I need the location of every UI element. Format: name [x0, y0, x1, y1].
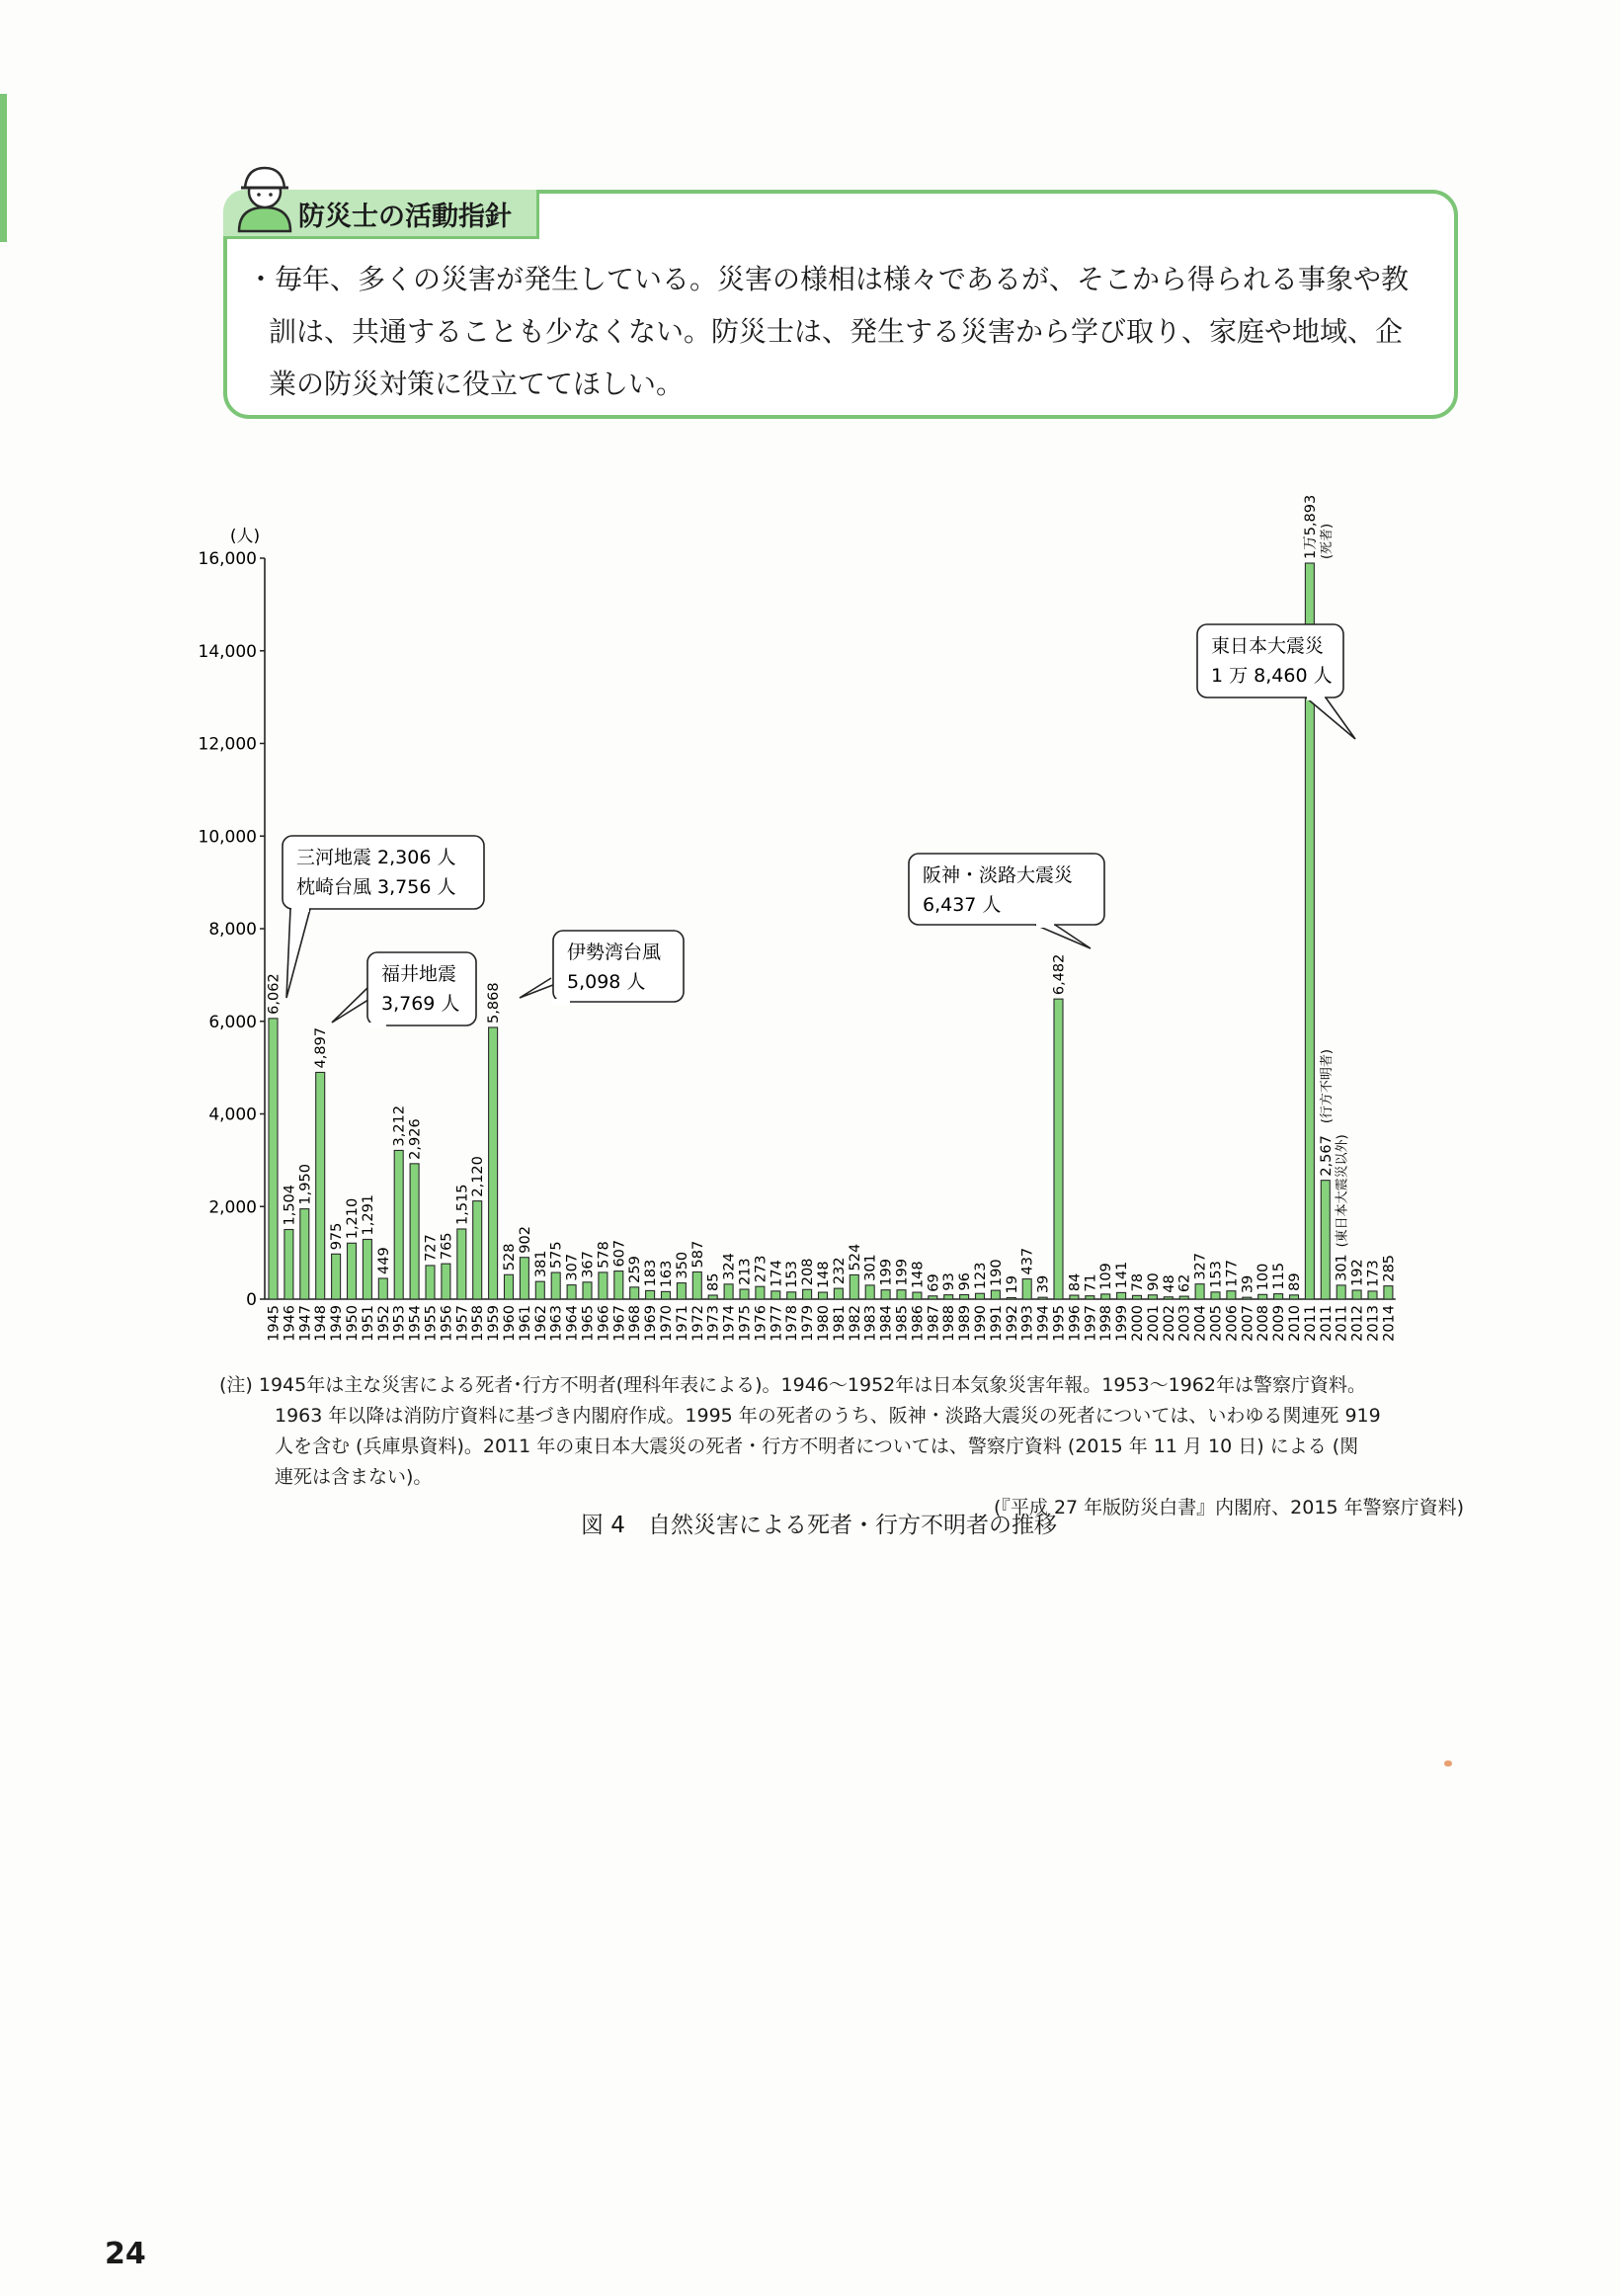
x-tick-label: 1986 [910, 1305, 927, 1342]
bar-value-label: 6,062 [266, 973, 283, 1015]
bar-value-label: 232 [831, 1257, 848, 1285]
x-tick-label: 2014 [1381, 1305, 1398, 1342]
x-tick-label: 1960 [502, 1305, 518, 1342]
x-tick-label: 1969 [643, 1305, 660, 1342]
x-tick-label: 1976 [753, 1305, 770, 1342]
bar-value-label: 975 [329, 1222, 346, 1251]
bar-value-label: 148 [816, 1261, 832, 1289]
x-tick-label: 1990 [973, 1305, 989, 1342]
bar-value-label: 213 [737, 1258, 754, 1286]
callout-text: 枕崎台風 3,756 人 [296, 876, 456, 898]
bar-value-label: 96 [957, 1272, 974, 1291]
callout [1197, 624, 1355, 739]
note-line-1: (注) 1945年は主な災害による死者･行方不明者(理科年表による)。1946～1952年は日本気象災害年報。1953～1962年は警察庁資料。 [219, 1374, 1366, 1396]
bar-value-label: 183 [643, 1259, 660, 1287]
callout-joint [368, 1023, 386, 1028]
bar [834, 1288, 843, 1299]
x-tick-label: 2012 [1349, 1305, 1366, 1342]
bar [991, 1290, 1000, 1299]
x-tick-label: 1958 [470, 1305, 487, 1342]
x-tick-label: 1952 [375, 1305, 392, 1342]
bar-value-label: 173 [1365, 1260, 1382, 1287]
bar [960, 1295, 969, 1300]
bar-value-label: 578 [596, 1241, 612, 1269]
x-tick-label: 1968 [627, 1305, 644, 1342]
bar-value-label: 1万5,893 [1302, 494, 1319, 560]
bar [316, 1072, 325, 1299]
bar-value-label: 350 [674, 1251, 690, 1279]
bar [1352, 1290, 1361, 1299]
y-tick-label: 8,000 [208, 920, 257, 940]
bar [1117, 1292, 1126, 1299]
callout-joint [1307, 695, 1325, 700]
bar [378, 1278, 387, 1299]
x-tick-label: 2007 [1240, 1305, 1256, 1342]
bar [740, 1289, 749, 1299]
bar-value-label: 5,868 [486, 982, 503, 1024]
callout-text: 東日本大震災 [1211, 635, 1325, 657]
x-tick-label: 2008 [1256, 1305, 1272, 1342]
x-tick-label: 1977 [769, 1305, 785, 1342]
bar [1148, 1295, 1157, 1299]
callout-joint [291, 906, 309, 912]
bar [1211, 1292, 1220, 1299]
bar [614, 1271, 623, 1299]
x-tick-label: 1966 [596, 1305, 612, 1342]
bar [1038, 1297, 1047, 1299]
x-tick-label: 2006 [1224, 1305, 1241, 1342]
callout-text: 6,437 人 [923, 894, 1002, 916]
bar [976, 1293, 985, 1299]
x-tick-label: 1954 [407, 1305, 424, 1342]
bar-value-label: 174 [769, 1260, 785, 1287]
bar-value-label: 100 [1256, 1263, 1272, 1291]
x-tick-label: 2011 [1318, 1305, 1335, 1342]
bar-value-label: 6,482 [1051, 953, 1068, 996]
bar-value-label: 765 [439, 1232, 455, 1261]
x-tick-label: 1964 [564, 1305, 581, 1342]
bar-value-label: 3,212 [391, 1105, 408, 1147]
x-tick-label: 2004 [1192, 1305, 1209, 1342]
bar [332, 1254, 341, 1299]
callout-text: 3,769 人 [381, 993, 460, 1015]
bar [426, 1266, 435, 1299]
note-source: (『平成 27 年版防災白書』内閣府、2015 年警察庁資料) [994, 1497, 1464, 1518]
bar [567, 1285, 576, 1299]
x-tick-label: 2005 [1208, 1305, 1225, 1342]
bar-value-label: 301 [862, 1254, 879, 1281]
guide-title: 防災士の活動指針 [298, 202, 512, 232]
x-tick-label: 1951 [360, 1305, 376, 1342]
bar [505, 1274, 514, 1299]
x-tick-label: 2001 [1145, 1305, 1162, 1342]
guide-line-2: 訓は、共通することも少なくない。防災士は、発生する災害から学び取り、家庭や地域、企 [269, 315, 1404, 348]
bar [677, 1283, 686, 1299]
bar [348, 1243, 357, 1299]
bar [269, 1019, 278, 1299]
callout-joint [1036, 922, 1054, 928]
x-tick-label: 1962 [532, 1305, 549, 1342]
x-tick-label: 1971 [674, 1305, 690, 1342]
x-tick-label: 1973 [705, 1305, 722, 1342]
bar [913, 1292, 922, 1299]
bar [630, 1287, 639, 1299]
callout-text: 三河地震 2,306 人 [296, 847, 456, 868]
bar [865, 1285, 874, 1299]
bar [662, 1291, 671, 1299]
bar [724, 1284, 733, 1299]
bar-value-label: 727 [423, 1234, 440, 1262]
bar-value-label: 301 [1334, 1254, 1350, 1281]
bar-value-label: 153 [1208, 1261, 1225, 1288]
bar-value-label: 1,291 [360, 1193, 376, 1236]
x-tick-label: 2003 [1176, 1305, 1193, 1342]
bar-value-label: 902 [517, 1226, 533, 1254]
y-tick-label: 4,000 [208, 1105, 257, 1125]
bar [692, 1271, 701, 1299]
x-tick-label: 1957 [454, 1305, 471, 1342]
x-tick-label: 1948 [313, 1305, 330, 1342]
bar-value-label: 381 [532, 1250, 549, 1278]
bar-note-label: (東日本大震災以外) [1335, 1134, 1350, 1248]
x-tick-label: 2000 [1130, 1305, 1146, 1342]
y-tick-label: 0 [246, 1290, 257, 1310]
x-tick-label: 2011 [1334, 1305, 1350, 1342]
y-tick-label: 6,000 [208, 1012, 257, 1032]
bar-value-label: 177 [1224, 1260, 1241, 1287]
bar-value-label: 208 [800, 1258, 817, 1286]
bar [756, 1286, 765, 1299]
bar [1227, 1291, 1236, 1299]
y-tick-label: 12,000 [198, 734, 257, 755]
bar [708, 1295, 717, 1299]
bar [457, 1229, 466, 1299]
page-number: 24 [105, 2237, 146, 2271]
x-tick-label: 2002 [1161, 1305, 1177, 1342]
bar-value-label: 163 [659, 1260, 675, 1288]
bar-value-label: 123 [973, 1262, 989, 1290]
bar-value-label: 148 [910, 1261, 927, 1289]
x-tick-label: 1993 [1019, 1305, 1036, 1342]
bar [442, 1264, 450, 1299]
figure-caption: 図 4 自然災害による死者・行方不明者の推移 [581, 1513, 1057, 1538]
callout-text: 1 万 8,460 人 [1211, 665, 1333, 687]
bar-value-label: 141 [1114, 1261, 1131, 1289]
bar-value-label: 39 [1035, 1274, 1052, 1294]
x-tick-label: 1959 [486, 1305, 503, 1342]
callout [909, 854, 1104, 948]
note-line-3: 人を含む (兵庫県資料)。2011 年の東日本大震災の死者・行方不明者については、警察庁資料 (2015 年 11 月 10 日) による (関 [275, 1435, 1359, 1457]
bar-value-label: 62 [1176, 1273, 1193, 1293]
x-tick-label: 1996 [1067, 1305, 1084, 1342]
bar-value-label: 273 [753, 1255, 770, 1283]
bar [646, 1290, 655, 1299]
bar-note-label: (行方不明者) [1319, 1049, 1335, 1124]
y-tick-label: 14,000 [198, 641, 257, 662]
x-tick-label: 1997 [1083, 1305, 1099, 1342]
x-tick-label: 2009 [1271, 1305, 1288, 1342]
bar-value-label: 4,897 [313, 1026, 330, 1069]
bar [583, 1282, 592, 1299]
bar-note-label: (死者) [1319, 523, 1335, 560]
x-tick-label: 1970 [659, 1305, 675, 1342]
x-tick-label: 1956 [439, 1305, 455, 1342]
x-tick-label: 1982 [847, 1305, 863, 1342]
bar-value-label: 84 [1067, 1272, 1084, 1292]
bar [300, 1209, 309, 1299]
bar-value-label: 259 [627, 1256, 644, 1283]
callout [332, 952, 476, 1028]
bar [1133, 1295, 1142, 1299]
x-tick-label: 1978 [784, 1305, 801, 1342]
bar [803, 1289, 812, 1299]
bar [929, 1296, 937, 1299]
bar-value-label: 192 [1349, 1259, 1366, 1286]
bar [787, 1292, 796, 1299]
x-tick-label: 1967 [611, 1305, 628, 1342]
bar [850, 1274, 858, 1299]
bar-value-label: 307 [564, 1253, 581, 1281]
bar-value-label: 115 [1271, 1262, 1288, 1290]
callout-pointer [1035, 925, 1091, 948]
guide-line-3: 業の防災対策に役立ててほしい。 [269, 368, 685, 400]
x-tick-label: 1979 [800, 1305, 817, 1342]
bar [881, 1290, 890, 1299]
x-tick-label: 1992 [1004, 1305, 1020, 1342]
callout-text: 伊勢湾台風 [567, 942, 662, 963]
x-tick-label: 1974 [721, 1305, 738, 1342]
chart-notes [219, 1370, 1464, 1523]
y-axis-unit: (人) [229, 527, 261, 546]
bar-value-label: 69 [926, 1273, 942, 1292]
bar [363, 1239, 371, 1299]
bar [1164, 1297, 1173, 1299]
x-tick-label: 1953 [391, 1305, 408, 1342]
bar-value-label: 524 [847, 1243, 863, 1271]
x-tick-label: 1988 [941, 1305, 958, 1342]
bar [284, 1230, 293, 1300]
bar [1054, 999, 1063, 1299]
bar [1022, 1279, 1031, 1299]
bar-value-label: 1,515 [454, 1184, 471, 1225]
bar-value-label: 1,210 [345, 1197, 361, 1240]
x-tick-label: 1972 [689, 1305, 706, 1342]
callout-text: 福井地震 [381, 963, 457, 985]
y-tick-label: 10,000 [198, 827, 257, 848]
bar [897, 1290, 906, 1299]
x-tick-label: 1955 [423, 1305, 440, 1342]
bar-value-label: 449 [375, 1247, 392, 1274]
x-tick-label: 1947 [297, 1305, 314, 1342]
bar-value-label: 2,567 [1318, 1135, 1335, 1177]
note-line-2: 1963 年以降は消防庁資料に基づき内閣府作成。1995 年の死者のうち、阪神・淡路大震災の死者については、いわゆる関連死 919 [275, 1405, 1381, 1427]
bar-value-label: 71 [1083, 1273, 1099, 1292]
bar [489, 1027, 498, 1299]
bar-value-label: 85 [705, 1272, 722, 1292]
x-tick-label: 1946 [282, 1305, 298, 1342]
bar [1070, 1295, 1079, 1299]
bar [520, 1258, 528, 1299]
x-tick-label: 1991 [988, 1305, 1005, 1342]
bar [1086, 1296, 1094, 1299]
bar-value-label: 285 [1381, 1254, 1398, 1282]
bar-value-label: 19 [1004, 1275, 1020, 1294]
bar-value-label: 190 [988, 1259, 1005, 1287]
bar-value-label: 528 [502, 1243, 518, 1271]
bar-value-label: 39 [1240, 1274, 1256, 1294]
bar [1195, 1284, 1204, 1299]
bar [535, 1281, 544, 1299]
x-tick-label: 1963 [548, 1305, 565, 1342]
x-tick-label: 1980 [816, 1305, 832, 1342]
x-tick-label: 1981 [831, 1305, 848, 1342]
y-tick-label: 2,000 [208, 1197, 257, 1218]
bar-value-label: 587 [689, 1240, 706, 1269]
x-tick-label: 1995 [1051, 1305, 1068, 1342]
bar-value-label: 48 [1161, 1274, 1177, 1293]
y-tick-label: 16,000 [198, 549, 257, 569]
x-tick-label: 1987 [926, 1305, 942, 1342]
x-tick-label: 1950 [345, 1305, 361, 1342]
paper-speck [1444, 1761, 1452, 1766]
bar-value-label: 324 [721, 1253, 738, 1280]
bar-value-label: 575 [548, 1241, 565, 1270]
callout-joint [552, 999, 570, 1005]
bar-value-label: 607 [611, 1239, 628, 1268]
bar-value-label: 89 [1287, 1272, 1303, 1291]
callout [520, 931, 684, 1005]
bar-value-label: 93 [941, 1272, 958, 1291]
bar-value-label: 109 [1098, 1263, 1115, 1290]
bar-value-label: 367 [580, 1251, 597, 1278]
bar [944, 1295, 953, 1299]
bar [599, 1272, 608, 1299]
bar-value-label: 1,504 [282, 1184, 298, 1226]
x-tick-label: 1949 [329, 1305, 346, 1342]
bar [1179, 1296, 1188, 1299]
bar-value-label: 153 [784, 1261, 801, 1288]
note-line-4: 連死は含まない)。 [275, 1466, 433, 1488]
bar-value-label: 2,926 [407, 1118, 424, 1160]
x-tick-label: 1998 [1098, 1305, 1115, 1342]
bar [771, 1291, 780, 1299]
x-tick-label: 1975 [737, 1305, 754, 1342]
x-tick-label: 1984 [878, 1305, 895, 1342]
bar-value-label: 2,120 [470, 1156, 487, 1197]
bar-value-label: 437 [1019, 1247, 1036, 1275]
bar [1321, 1181, 1330, 1299]
bar-value-label: 78 [1130, 1272, 1146, 1292]
bar [410, 1164, 419, 1299]
x-tick-label: 1945 [266, 1305, 283, 1342]
bar-value-label: 199 [894, 1258, 911, 1286]
x-tick-label: 1961 [517, 1305, 533, 1342]
callout-pointer [286, 909, 310, 998]
bar [394, 1150, 403, 1299]
bar [1007, 1298, 1015, 1300]
bar [551, 1272, 560, 1299]
bar [1101, 1294, 1110, 1299]
bar [819, 1292, 828, 1299]
bar [1258, 1294, 1267, 1299]
x-tick-label: 1983 [862, 1305, 879, 1342]
x-tick-label: 1989 [957, 1305, 974, 1342]
x-tick-label: 2013 [1365, 1305, 1382, 1342]
bar-value-label: 1,950 [297, 1164, 314, 1205]
bar [473, 1201, 482, 1299]
bar-value-label: 199 [878, 1258, 895, 1286]
x-tick-label: 2011 [1302, 1305, 1319, 1342]
x-tick-label: 2010 [1287, 1305, 1303, 1342]
bar [1274, 1294, 1283, 1299]
bar [1336, 1285, 1345, 1299]
callout-text: 阪神・淡路大震災 [923, 864, 1074, 886]
callout-text: 5,098 人 [567, 971, 646, 993]
bar [1384, 1286, 1393, 1299]
x-tick-label: 1994 [1035, 1305, 1052, 1342]
bar-value-label: 90 [1145, 1272, 1162, 1291]
bar [1290, 1295, 1299, 1299]
bar [1368, 1291, 1377, 1299]
x-tick-label: 1999 [1114, 1305, 1131, 1342]
x-tick-label: 1985 [894, 1305, 911, 1342]
x-tick-label: 1965 [580, 1305, 597, 1342]
guide-line-1: ・毎年、多くの災害が発生している。災害の様相は様々であるが、そこから得られる事象や教 [247, 263, 1410, 295]
bar-value-label: 327 [1192, 1252, 1209, 1280]
bar [1243, 1297, 1252, 1299]
